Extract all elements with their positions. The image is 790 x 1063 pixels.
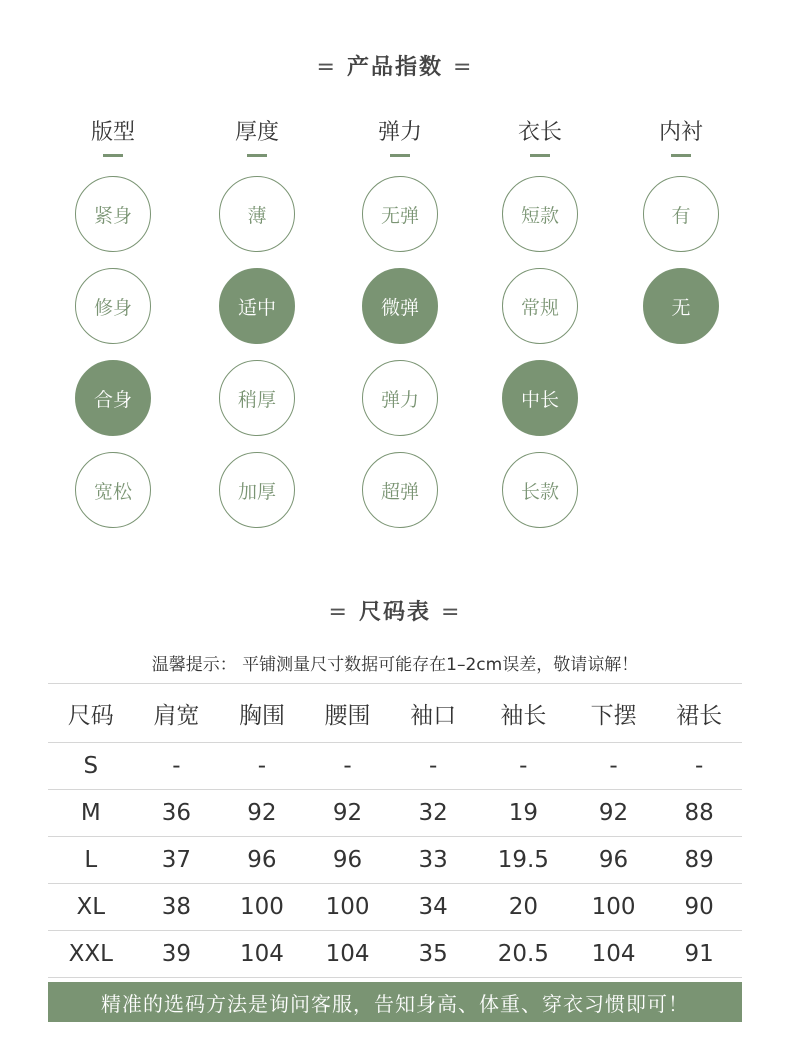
- option-circle: 无弹: [362, 176, 438, 252]
- option-circle: 弹力: [362, 360, 438, 436]
- size-table-header: [48, 684, 742, 743]
- size-table-header-cell: 袖长: [476, 684, 571, 743]
- table-row: [48, 790, 742, 837]
- table-cell: 20: [476, 884, 571, 931]
- heading-underline: [103, 154, 123, 157]
- size-chart-title: = 尺码表 =: [328, 600, 462, 625]
- option-circle: 加厚: [219, 452, 295, 528]
- table-cell: 36: [134, 790, 220, 837]
- size-table-header-cell: 裙长: [656, 684, 742, 743]
- measurement-tip: 温馨提示： 平铺测量尺寸数据可能存在1–2cm误差，敬请谅解！: [151, 655, 639, 675]
- table-cell: 33: [390, 837, 476, 884]
- table-cell: -: [571, 743, 657, 790]
- table-cell: 104: [305, 931, 391, 978]
- option-circle-selected: 中长: [502, 360, 578, 436]
- table-cell: 100: [219, 884, 305, 931]
- size-table: [48, 683, 742, 978]
- table-cell: -: [134, 743, 220, 790]
- table-cell: 104: [219, 931, 305, 978]
- index-column-heading: 弹力: [377, 120, 422, 145]
- table-cell: XXL: [48, 931, 134, 978]
- option-circle-selected: 合身: [75, 360, 151, 436]
- table-cell: 89: [656, 837, 742, 884]
- option-circle-selected: 微弹: [362, 268, 438, 344]
- size-table-header-cell: 尺码: [48, 684, 134, 743]
- option-circle: 薄: [219, 176, 295, 252]
- table-cell: -: [390, 743, 476, 790]
- table-cell: L: [48, 837, 134, 884]
- table-row: [48, 931, 742, 978]
- table-cell: 96: [571, 837, 657, 884]
- option-circle: 超弹: [362, 452, 438, 528]
- size-table-header-cell: 胸围: [219, 684, 305, 743]
- footer-banner: 精准的选码方法是询问客服，告知身高、体重、穿衣习惯即可！: [48, 982, 742, 1022]
- heading-underline: [390, 154, 410, 157]
- option-circle: 常规: [502, 268, 578, 344]
- table-cell: 92: [571, 790, 657, 837]
- heading-underline: [671, 154, 691, 157]
- heading-underline: [247, 154, 267, 157]
- index-column-4: [621, 118, 741, 157]
- table-cell: 20.5: [476, 931, 571, 978]
- table-cell: -: [656, 743, 742, 790]
- table-cell: 39: [134, 931, 220, 978]
- option-circle: 稍厚: [219, 360, 295, 436]
- table-row: [48, 884, 742, 931]
- index-column-heading: 厚度: [234, 120, 279, 145]
- table-row: [48, 837, 742, 884]
- option-circle: 短款: [502, 176, 578, 252]
- table-cell: -: [219, 743, 305, 790]
- option-circle: 宽松: [75, 452, 151, 528]
- option-circle: 有: [643, 176, 719, 252]
- size-table-header-cell: 肩宽: [134, 684, 220, 743]
- table-cell: 35: [390, 931, 476, 978]
- table-cell: 96: [219, 837, 305, 884]
- table-cell: 32: [390, 790, 476, 837]
- option-circle-selected: 无: [643, 268, 719, 344]
- index-column-heading: 版型: [90, 120, 135, 145]
- table-cell: 88: [656, 790, 742, 837]
- table-cell: 92: [219, 790, 305, 837]
- table-cell: 100: [571, 884, 657, 931]
- product-index-title: = 产品指数 =: [316, 55, 474, 80]
- table-cell: 104: [571, 931, 657, 978]
- table-row: [48, 743, 742, 790]
- table-cell: 91: [656, 931, 742, 978]
- table-cell: -: [305, 743, 391, 790]
- index-column-3: [480, 118, 600, 157]
- table-cell: 100: [305, 884, 391, 931]
- option-circle: 修身: [75, 268, 151, 344]
- option-circle: 长款: [502, 452, 578, 528]
- table-cell: -: [476, 743, 571, 790]
- index-column-heading: 衣长: [517, 120, 562, 145]
- size-table-header-cell: 下摆: [571, 684, 657, 743]
- size-table-header-cell: 袖口: [390, 684, 476, 743]
- table-cell: 38: [134, 884, 220, 931]
- table-cell: M: [48, 790, 134, 837]
- table-cell: 96: [305, 837, 391, 884]
- table-cell: S: [48, 743, 134, 790]
- index-column-2: [340, 118, 460, 157]
- option-circle-selected: 适中: [219, 268, 295, 344]
- size-table-header-cell: 腰围: [305, 684, 391, 743]
- option-circle: 紧身: [75, 176, 151, 252]
- index-column-1: [197, 118, 317, 157]
- index-column-0: [53, 118, 173, 157]
- table-cell: 34: [390, 884, 476, 931]
- table-cell: 92: [305, 790, 391, 837]
- heading-underline: [530, 154, 550, 157]
- table-cell: 37: [134, 837, 220, 884]
- table-cell: 90: [656, 884, 742, 931]
- table-cell: 19.5: [476, 837, 571, 884]
- table-cell: 19: [476, 790, 571, 837]
- table-cell: XL: [48, 884, 134, 931]
- index-column-heading: 内衬: [658, 120, 703, 145]
